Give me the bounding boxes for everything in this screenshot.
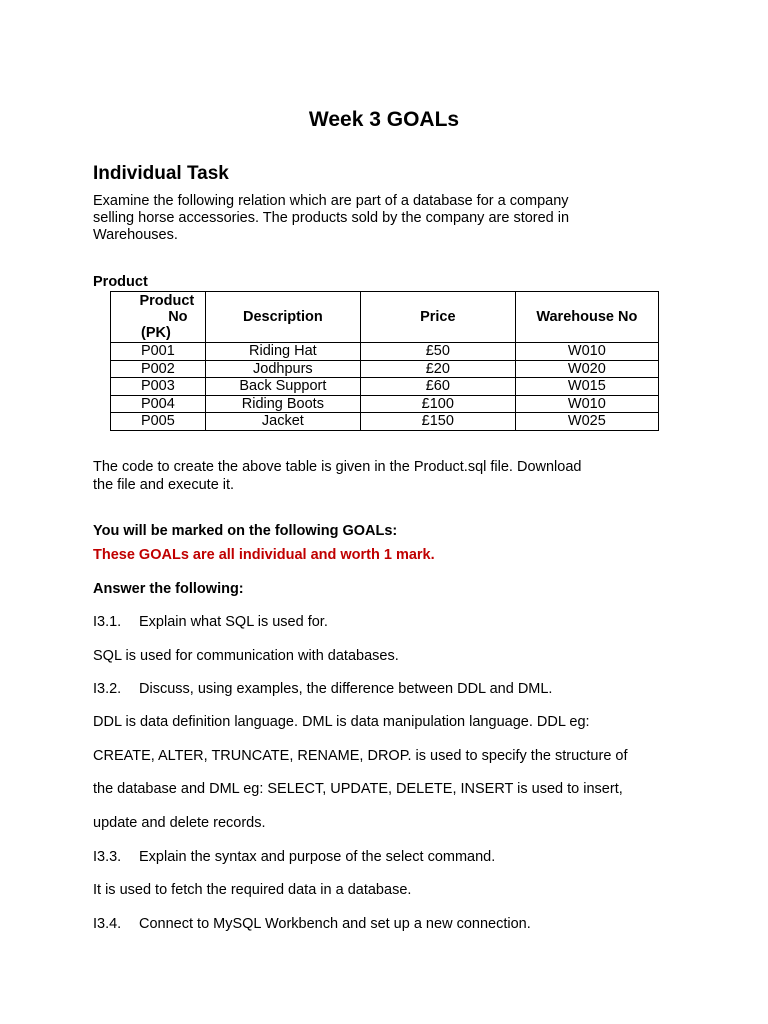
header-product-no bbox=[111, 292, 206, 343]
table-row bbox=[111, 360, 659, 378]
cell-description: Riding Boots bbox=[205, 395, 360, 413]
header-warehouse: Warehouse No bbox=[515, 292, 658, 343]
table-row bbox=[111, 378, 659, 396]
cell-warehouse: W025 bbox=[515, 413, 658, 431]
answer-i3-3: It is used to fetch the required data in a database. bbox=[93, 882, 412, 898]
cell-description: Riding Hat bbox=[205, 343, 360, 361]
question-i3-4 bbox=[93, 916, 531, 932]
code-note-line-1: The code to create the above table is given in the Product.sql file. Download bbox=[93, 459, 582, 475]
table-row bbox=[111, 395, 659, 413]
cell-description: Jodhpurs bbox=[205, 360, 360, 378]
product-table bbox=[110, 291, 659, 431]
question-number: I3.1. bbox=[93, 614, 122, 630]
table-row bbox=[111, 343, 659, 361]
answer-i3-2-line-2: CREATE, ALTER, TRUNCATE, RENAME, DROP. is used to specify the structure of bbox=[93, 748, 628, 764]
answer-i3-1: SQL is used for communication with databases. bbox=[93, 648, 399, 664]
section-heading: Individual Task bbox=[93, 163, 229, 184]
cell-warehouse: W010 bbox=[515, 395, 658, 413]
cell-price: £150 bbox=[360, 413, 515, 431]
table-header-row bbox=[111, 292, 659, 343]
question-number: I3.4. bbox=[93, 916, 122, 932]
question-i3-3 bbox=[93, 849, 495, 865]
cell-price: £100 bbox=[360, 395, 515, 413]
question-i3-1 bbox=[93, 614, 328, 630]
header-description: Description bbox=[205, 292, 360, 343]
intro-line-2: selling horse accessories. The products sold by the company are stored in bbox=[93, 210, 570, 226]
cell-product-no: P003 bbox=[111, 378, 206, 396]
answer-i3-2-line-3: the database and DML eg: SELECT, UPDATE, DELETE, INSERT is used to insert, bbox=[93, 781, 623, 797]
question-text: Discuss, using examples, the difference between DDL and DML. bbox=[139, 681, 553, 697]
question-number: I3.3. bbox=[93, 849, 122, 865]
question-text: Explain what SQL is used for. bbox=[139, 614, 328, 630]
cell-warehouse: W020 bbox=[515, 360, 658, 378]
question-number: I3.2. bbox=[93, 681, 122, 697]
header-price: Price bbox=[360, 292, 515, 343]
table-caption: Product bbox=[93, 274, 148, 290]
cell-warehouse: W015 bbox=[515, 378, 658, 396]
cell-product-no: P004 bbox=[111, 395, 206, 413]
page-title: Week 3 GOALs bbox=[308, 108, 460, 131]
cell-price: £60 bbox=[360, 378, 515, 396]
code-note-line-2: the file and execute it. bbox=[93, 477, 235, 493]
cell-price: £50 bbox=[360, 343, 515, 361]
cell-product-no: P001 bbox=[111, 343, 206, 361]
header-product-no-line1: Product bbox=[139, 293, 195, 309]
marked-heading: You will be marked on the following GOALs: bbox=[93, 523, 398, 539]
cell-product-no: P002 bbox=[111, 360, 206, 378]
answer-heading: Answer the following: bbox=[93, 581, 244, 597]
intro-line-3: Warehouses. bbox=[93, 227, 178, 243]
cell-description: Jacket bbox=[205, 413, 360, 431]
cell-product-no: P005 bbox=[111, 413, 206, 431]
cell-warehouse: W010 bbox=[515, 343, 658, 361]
question-text: Explain the syntax and purpose of the select command. bbox=[139, 849, 496, 865]
cell-description: Back Support bbox=[205, 378, 360, 396]
answer-i3-2-line-4: update and delete records. bbox=[93, 815, 266, 831]
question-i3-2 bbox=[93, 681, 552, 697]
question-text: Connect to MySQL Workbench and set up a new connection. bbox=[139, 916, 531, 932]
intro-line-1: Examine the following relation which are part of a database for a company bbox=[93, 193, 569, 209]
marked-note: These GOALs are all individual and worth 1 mark. bbox=[93, 547, 435, 563]
header-product-no-line2: No bbox=[168, 309, 188, 325]
table-row bbox=[111, 413, 659, 431]
cell-price: £20 bbox=[360, 360, 515, 378]
header-product-no-line3: (PK) bbox=[141, 325, 171, 341]
answer-i3-2-line-1: DDL is data definition language. DML is data manipulation language. DDL eg: bbox=[93, 714, 590, 730]
